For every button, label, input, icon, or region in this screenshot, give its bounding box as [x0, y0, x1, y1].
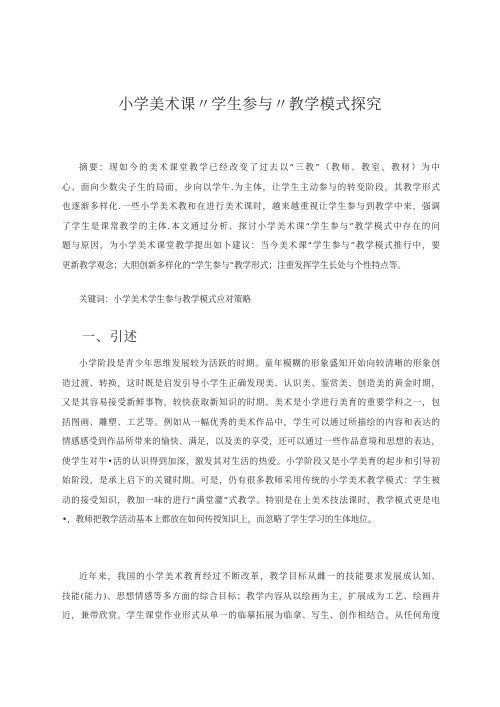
abstract-paragraph	[62, 159, 440, 276]
body-line: 近年来，我国的小学美术教育经过不断改革，教学目标从雌一的技能要求发展成认知、	[79, 572, 440, 582]
intro-line: 使学生对牛•活的认识得到加深，激发其对生活的热爱。小学阶段又是小学美育的起步和引导初	[62, 456, 440, 467]
intro-line: 括图画、雕塑、工艺等。例如从一幅优秀的美术作品中，学生可以通过所描绘的内容和表达的	[62, 417, 440, 428]
intro-line: 小学阶段是青少年思维发展较为活跃的时期。童年模糊的形象盛知开始向较清晰的形象创	[79, 359, 440, 369]
intro-line: 又是其容易接受新鲜事物，较快获取新知识的时期。美术是小学进行美育的重要学科之一，包	[62, 398, 440, 408]
abstract-line: 题与原因，为小学美术课堂教学提出如卜建议：当今美术课“学生参与”教学模式推行中，要	[62, 241, 440, 251]
intro-paragraph	[62, 355, 440, 531]
section-heading: 一、引述	[82, 330, 139, 345]
body-line: 技能(能力)、思想情感等多方面的综合目标；教学内容从以绘画为主，扩展成为工艺、绘画并	[62, 591, 440, 602]
intro-line: 情感感受到作品所带来的愉快、满足，以及美的享受，还可以通过一些作品意境和思想的表达，	[62, 437, 440, 447]
intro-line: 始阶段，是承上启下的关键时期。可是，仍有很多教师采用传统的小学美术教学模式：学生被	[62, 476, 440, 486]
abstract-line: 摘要：现如今的美术课堂教学已经改变了过去以“三教”（教师、教室、教材）为中	[79, 163, 440, 173]
intro-line: 造过渡、转换，这时既是启发引导小学生正确发现美、认识美、鉴赏美、创造美的黄金时期，	[62, 378, 440, 389]
paper-title: 小学美术课〃学生参与〃教学模式探究	[118, 95, 382, 113]
abstract-line: 也逐渐多样化.一些小学美术教和在进行美术课时，越来越重视让学生参与到教学中来，强调	[62, 202, 440, 212]
intro-line: 动的接受知识，教加一味的进行“满堂灌”式教学。特别是在上美术技法课时，教学模式更是电	[62, 495, 440, 506]
abstract-line: 了学生是课常教学的主体.本文通过分析、探讨小学美术课“学生参与”教学模式中存在的问	[62, 221, 440, 232]
keywords: 关键词：小学美术学生参与教学模式应对策略	[79, 295, 251, 305]
abstract-line: 心、面向少数尖子生的局面，步向以学牛.为主体，让学生主动参与的转变阶段，其教学形式	[62, 182, 440, 193]
body-line: 近，兼带欣赏。学生课堂作业形式从单一的临摹拓展为临拿、写生、创作相结合。从任何角度	[62, 611, 440, 621]
intro-line: •，教师把教学活动基本上都放在如何传授知识上，而忽略了学生学习的生体地位。	[62, 515, 377, 525]
abstract-line: 更新教学观念；大胆创新多样化的“学生参与”教学形式；注重发挥学生长处与个性特点等。	[62, 260, 406, 271]
body-paragraph	[62, 568, 440, 627]
